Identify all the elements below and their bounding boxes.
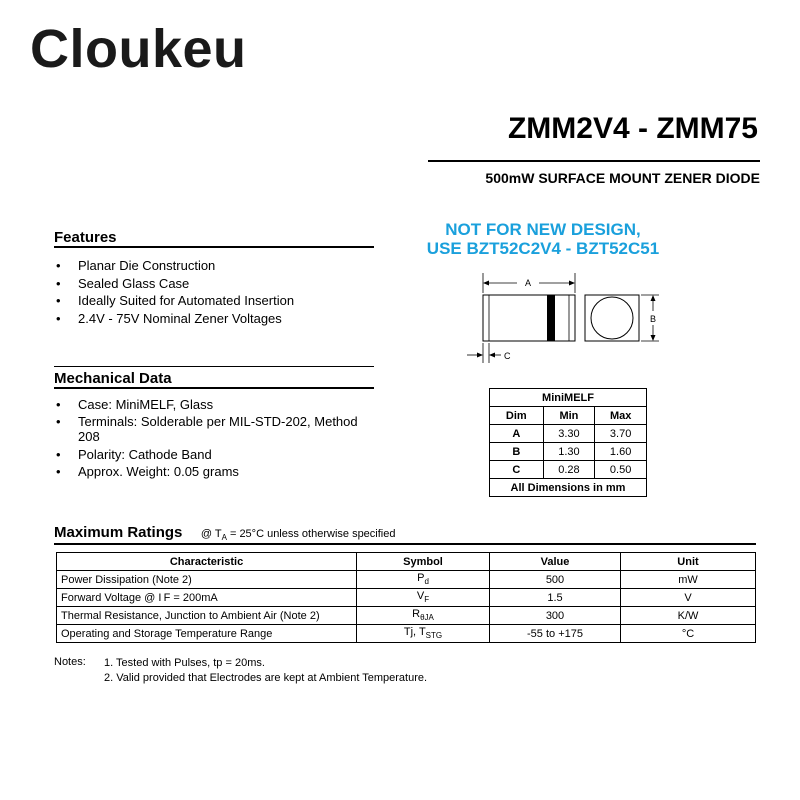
symbol-sub: d	[424, 577, 429, 587]
symbol-cell	[357, 625, 490, 643]
symbol-sub: F	[424, 595, 430, 605]
value-cell: -55 to +175	[490, 625, 621, 643]
unit-cell: °C	[621, 625, 756, 643]
symbol-main: R	[412, 608, 421, 621]
notes-list	[104, 656, 427, 686]
characteristic-cell: Thermal Resistance, Junction to Ambient Air (Note 2)	[57, 607, 357, 625]
unit-cell: K/W	[621, 607, 756, 625]
list-item: • Planar Die Construction	[54, 257, 384, 275]
characteristic-cell: Operating and Storage Temperature Range	[57, 625, 357, 643]
diode-body	[483, 295, 575, 341]
value-cell: 300	[490, 607, 621, 625]
table-row	[57, 589, 756, 607]
characteristic-cell: Forward Voltage @ I F = 200mA	[57, 589, 357, 607]
symbol-cell	[357, 571, 490, 589]
min-cell: 3.30	[543, 425, 595, 443]
max-cell: 3.70	[595, 425, 647, 443]
dim-cell: B	[490, 443, 544, 461]
table-row	[57, 571, 756, 589]
value-cell: 500	[490, 571, 621, 589]
symbol-header: Symbol	[357, 553, 490, 571]
design-warning	[412, 220, 674, 258]
min-cell: 1.30	[543, 443, 595, 461]
dimension-table-title: MiniMELF	[490, 389, 647, 407]
features-heading: Features	[54, 229, 117, 246]
list-item: • Polarity: Cathode Band	[54, 446, 374, 464]
warning-line-1: NOT FOR NEW DESIGN,	[445, 220, 641, 239]
table-row	[57, 625, 756, 643]
table-row	[490, 461, 647, 479]
min-cell: 0.28	[543, 461, 595, 479]
max-header: Max	[595, 407, 647, 425]
condition-prefix: @ T	[200, 528, 222, 540]
features-list	[54, 257, 384, 327]
table-row	[490, 425, 647, 443]
mechanical-top-rule	[54, 366, 374, 367]
dim-b-arrow-bottom	[651, 335, 656, 341]
dim-header: Dim	[490, 407, 544, 425]
symbol-main: V	[416, 590, 425, 603]
warning-line-2: USE BZT52C2V4 - BZT52C51	[426, 239, 660, 258]
ratings-heading: Maximum Ratings	[54, 524, 183, 541]
dim-c-arrow-right	[489, 353, 495, 358]
end-view-circle	[591, 297, 633, 339]
part-number-title: ZMM2V4 - ZMM75	[507, 112, 758, 145]
dim-a-arrow-right	[569, 281, 575, 286]
dimension-table	[489, 388, 647, 497]
list-item: • 2.4V - 75V Nominal Zener Voltages	[54, 310, 384, 328]
dim-c-label: C	[504, 351, 511, 361]
list-item: • Ideally Suited for Automated Insertion	[54, 292, 384, 310]
symbol-main: Tj, T	[403, 626, 426, 639]
dim-c-arrow-left	[477, 353, 483, 358]
table-row	[57, 553, 756, 571]
unit-cell: V	[621, 589, 756, 607]
characteristic-header: Characteristic	[57, 553, 357, 571]
mechanical-heading: Mechanical Data	[54, 370, 172, 387]
table-row	[490, 389, 647, 407]
symbol-cell	[357, 607, 490, 625]
dim-cell: A	[490, 425, 544, 443]
table-row	[490, 443, 647, 461]
dim-a-arrow-left	[483, 281, 489, 286]
notes-label: Notes:	[54, 656, 86, 668]
brand-logo: Cloukeu	[30, 19, 247, 79]
table-row	[490, 407, 647, 425]
characteristic-cell: Power Dissipation (Note 2)	[57, 571, 357, 589]
dim-a-label: A	[524, 278, 532, 288]
features-rule	[54, 246, 374, 248]
list-item: • Case: MiniMELF, Glass	[54, 396, 374, 414]
symbol-main: P	[417, 572, 425, 585]
mechanical-rule	[54, 387, 374, 389]
condition-suffix: = 25°C unless otherwise specified	[226, 528, 396, 540]
symbol-cell	[357, 589, 490, 607]
symbol-sub: STG	[425, 631, 443, 641]
dim-cell: C	[490, 461, 544, 479]
list-item: • Sealed Glass Case	[54, 275, 384, 293]
table-row	[490, 479, 647, 497]
table-row	[57, 607, 756, 625]
value-cell: 1.5	[490, 589, 621, 607]
dim-b-label: B	[649, 314, 657, 324]
max-cell: 1.60	[595, 443, 647, 461]
note-item: 2. Valid provided that Electrodes are kept at Ambient Temperature.	[104, 672, 428, 684]
ratings-rule	[54, 543, 756, 545]
title-divider	[428, 160, 760, 162]
list-item: • Terminals: Solderable per MIL-STD-202, Method 208	[54, 414, 358, 446]
unit-header: Unit	[621, 553, 756, 571]
cathode-band	[547, 295, 555, 341]
ratings-condition	[200, 528, 396, 543]
subtitle: 500mW SURFACE MOUNT ZENER DIODE	[485, 170, 760, 186]
ratings-table	[56, 552, 756, 643]
note-item: 1. Tested with Pulses, tp = 20ms.	[104, 657, 265, 669]
ratings-heading-row	[54, 524, 395, 542]
symbol-sub: θJA	[420, 613, 434, 623]
min-header: Min	[543, 407, 595, 425]
unit-cell: mW	[621, 571, 756, 589]
condition-sub: A	[221, 533, 227, 543]
mechanical-list	[54, 396, 374, 481]
package-diagram	[455, 265, 675, 375]
list-item: • Approx. Weight: 0.05 grams	[54, 463, 374, 481]
dimension-table-footer: All Dimensions in mm	[490, 479, 647, 497]
value-header: Value	[490, 553, 621, 571]
max-cell: 0.50	[595, 461, 647, 479]
dim-b-arrow-top	[651, 295, 656, 301]
